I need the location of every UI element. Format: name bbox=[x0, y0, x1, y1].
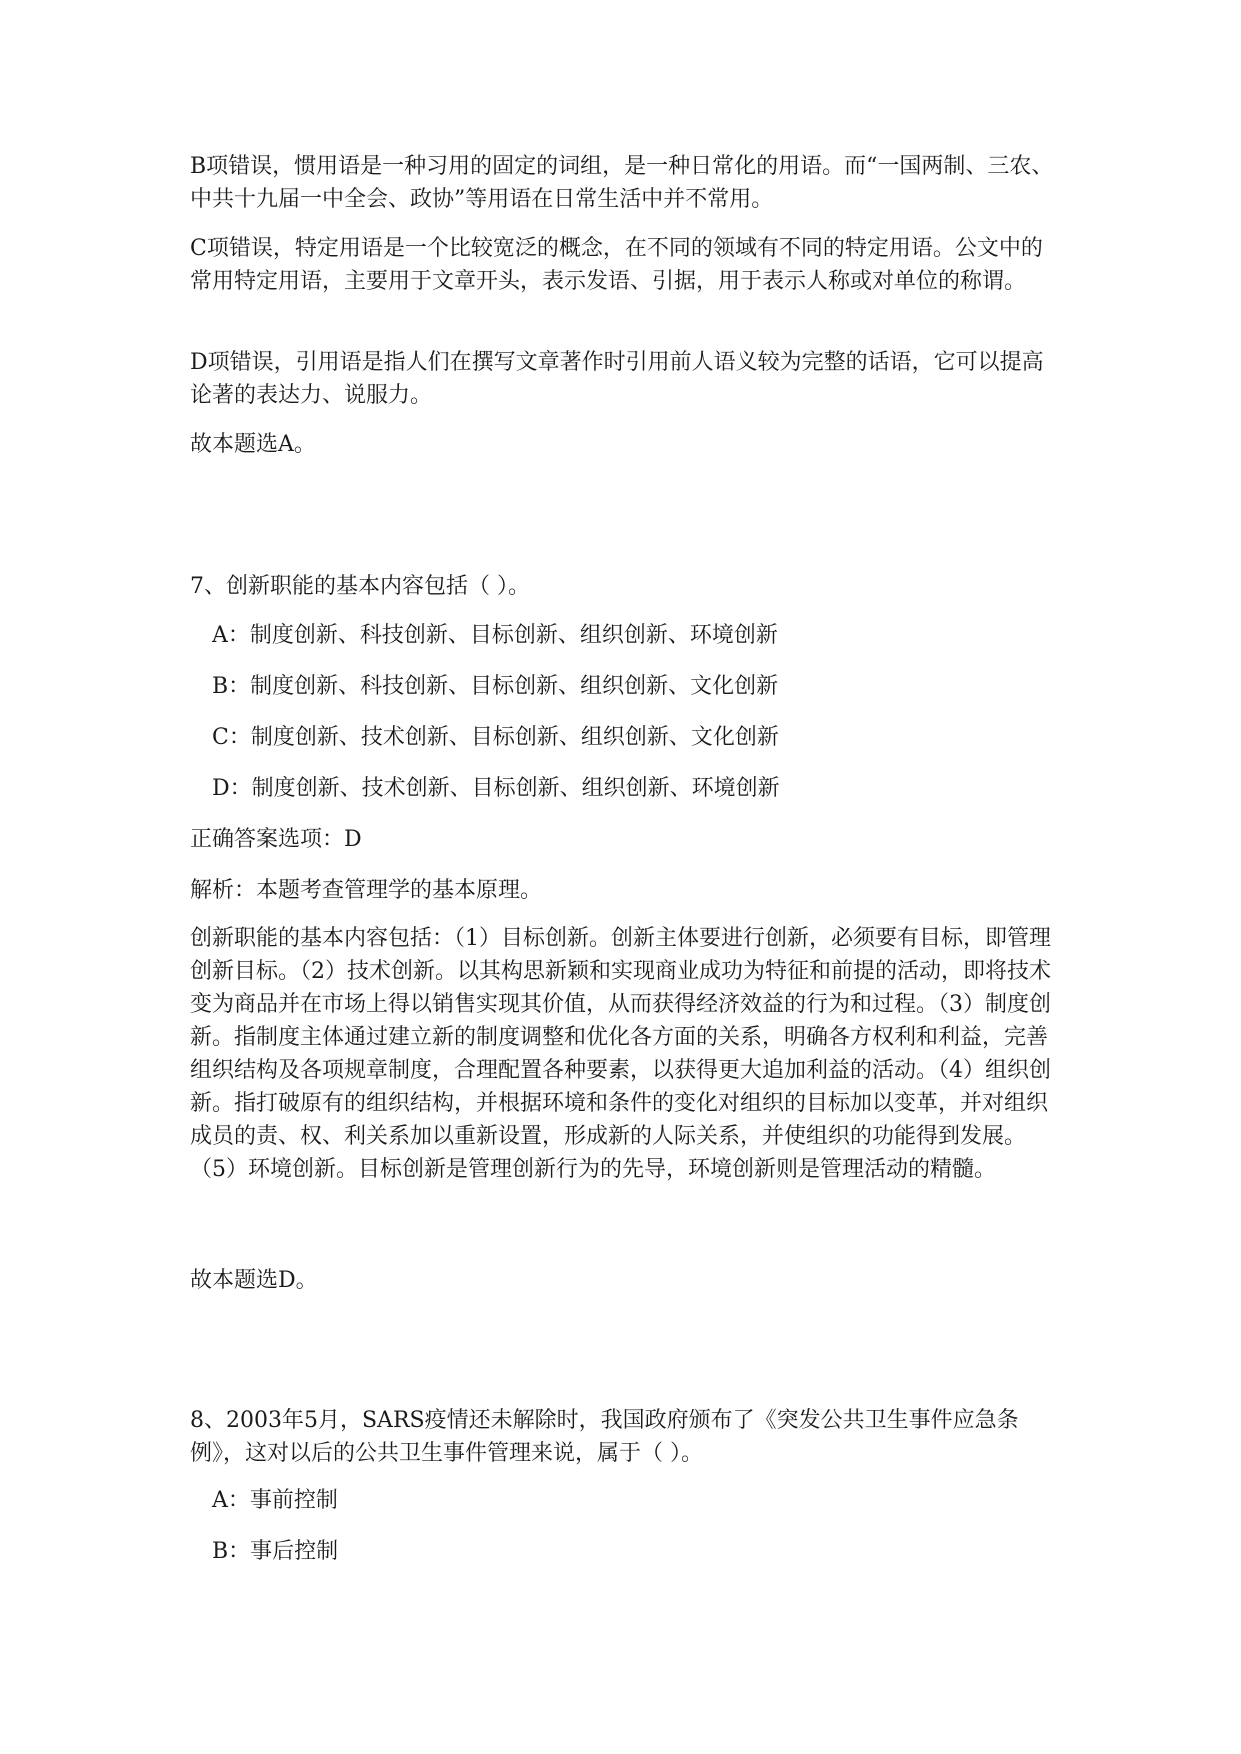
q7-conclusion: 故本题选D。 bbox=[190, 1268, 318, 1293]
q7-option-b: B：制度创新、科技创新、目标创新、组织创新、文化创新 bbox=[212, 674, 779, 699]
previous-conclusion: 故本题选A。 bbox=[190, 432, 316, 457]
q7-option-d: D：制度创新、技术创新、目标创新、组织创新、环境创新 bbox=[212, 776, 780, 801]
option-c-explanation: C项错误，特定用语是一个比较宽泛的概念，在不同的领域有不同的特定用语。公文中的常用特定用语，主要用于文章开头，表示发语、引据，用于表示人称或对单位的称谓。 bbox=[190, 236, 1043, 294]
q8-option-b: B：事后控制 bbox=[212, 1539, 339, 1564]
q7-analysis-title: 解析：本题考查管理学的基本原理。 bbox=[190, 878, 543, 903]
question-7: 7、创新职能的基本内容包括（ ）。 bbox=[190, 574, 530, 599]
q7-correct-answer: 正确答案选项：D bbox=[190, 827, 362, 852]
q8-option-a: A：事前控制 bbox=[212, 1488, 338, 1513]
q7-option-a: A：制度创新、科技创新、目标创新、组织创新、环境创新 bbox=[212, 623, 778, 648]
q7-option-c: C：制度创新、技术创新、目标创新、组织创新、文化创新 bbox=[212, 725, 779, 750]
option-d-explanation: D项错误，引用语是指人们在撰写文章著作时引用前人语义较为完整的话语，它可以提高论著的表达力、说服力。 bbox=[190, 350, 1044, 408]
q7-analysis-body: 创新职能的基本内容包括：（1）目标创新。创新主体要进行创新，必须要有目标，即管理创新目标。（2）技术创新。以其构思新颖和实现商业成功为特征和前提的活动，即将技术变为商品并在市场上得以销售实现其价值，从而获得经济效益的行为和过程。（3）制度创新。指制度主体通过建立新的制度调整和优化各方面的关系，明确各方权利和利益，完善组织结构及各项规章制度，合理配置各种要素，以获得更大追加利益的活动。（4）组织创新。指打破原有的组织结构，并根据环境和条件的变化对组织的目标加以变革，并对组织成员的责、权、利关系加以重新设置，形成新的人际关系，并使组织的功能得到发展。（5）环境创新。目标创新是管理创新行为的先导，环境创新则是管理活动的精髓。 bbox=[190, 926, 1052, 1182]
option-b-explanation: B项错误，惯用语是一种习用的固定的词组，是一种日常化的用语。而“一国两制、三农、中共十九届一中全会、政协”等用语在日常生活中并不常用。 bbox=[190, 154, 1054, 212]
question-8: 8、2003年5月，SARS疫情还未解除时，我国政府颁布了《突发公共卫生事件应急条例》，这对以后的公共卫生事件管理来说，属于（ ）。 bbox=[190, 1408, 1019, 1466]
